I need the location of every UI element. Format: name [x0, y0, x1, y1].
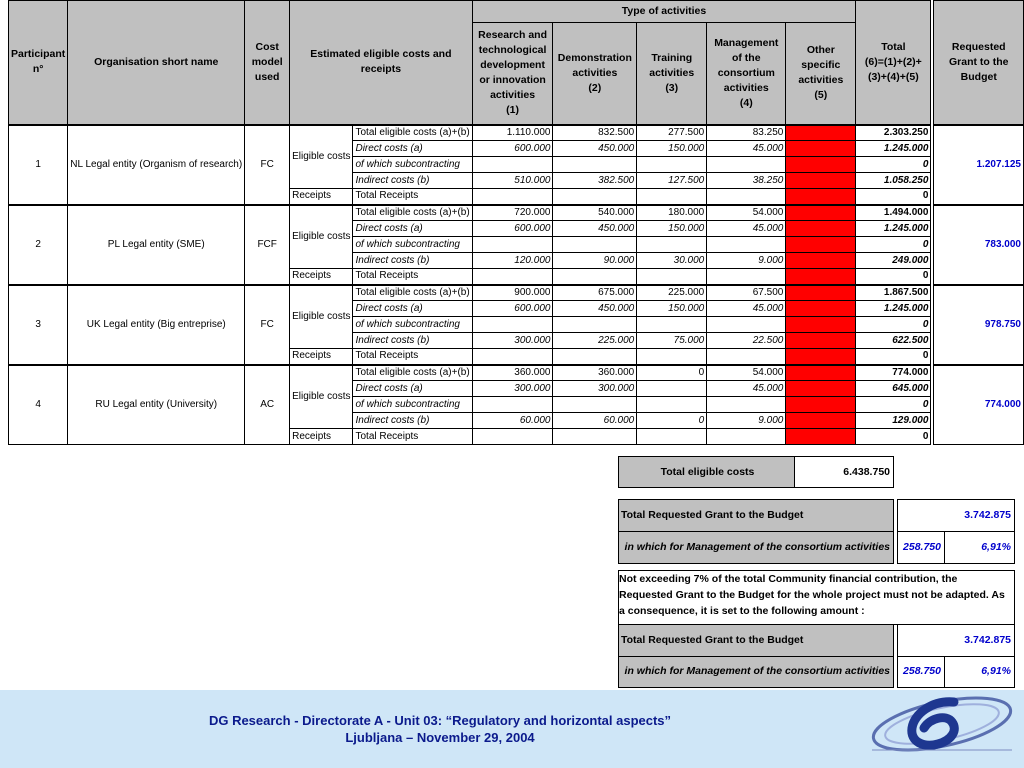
- trg-label: Total Requested Grant to the Budget: [621, 509, 804, 521]
- header-demo-num: (2): [588, 81, 602, 94]
- cell-value: 45.000: [707, 141, 786, 157]
- cell-value: 450.000: [553, 141, 637, 157]
- mgmt2-value: 258.750: [903, 665, 941, 677]
- cell-value: [637, 269, 707, 285]
- cell-value: [707, 397, 786, 413]
- row-total: 2.303.250: [856, 125, 931, 141]
- cell-value: [637, 397, 707, 413]
- trg2-value-box: [897, 624, 1015, 657]
- mgmt-value: 258.750: [903, 541, 941, 553]
- cell-value: 54.000: [707, 365, 786, 381]
- header-mgmt-num: (4): [739, 96, 753, 109]
- cell-value: 67.500: [707, 285, 786, 301]
- cell-value: 45.000: [707, 381, 786, 397]
- header-requested: Requested Grant to the Budget: [934, 1, 1024, 125]
- cell-value: 45.000: [707, 301, 786, 317]
- cell-value: 60.000: [472, 413, 553, 429]
- table-row: [9, 205, 1024, 221]
- row-total: 0: [856, 189, 931, 205]
- other-activities-cell: [786, 125, 856, 141]
- trg-label-box: [618, 499, 894, 532]
- header-training-label: Training activities: [649, 51, 695, 79]
- mgmt-label-box: [618, 531, 894, 564]
- cell-value: 300.000: [553, 381, 637, 397]
- cell-value: [472, 429, 553, 445]
- cell-value: [637, 381, 707, 397]
- header-type-of-activities: Type of activities: [472, 1, 856, 23]
- row-total: 0: [856, 317, 931, 333]
- table-row: [9, 285, 1024, 301]
- cell-value: [553, 157, 637, 173]
- header-training-num: (3): [665, 81, 679, 94]
- cell-value: [553, 317, 637, 333]
- row-total: 1.245.000: [856, 221, 931, 237]
- row-label-indirect: Indirect costs (b): [353, 413, 472, 429]
- total-eligible-label: Total eligible costs: [660, 466, 755, 478]
- cell-value: 83.250: [707, 125, 786, 141]
- row-total: 1.494.000: [856, 205, 931, 221]
- footer-line2: Ljubljana – November 29, 2004: [345, 730, 535, 745]
- row-label-total-eligible: Total eligible costs (a)+(b): [353, 125, 472, 141]
- cell-value: [637, 237, 707, 253]
- footer-text: [120, 712, 760, 746]
- row-total: 129.000: [856, 413, 931, 429]
- other-activities-cell: [786, 317, 856, 333]
- cell-value: [637, 349, 707, 365]
- participant-org: RU Legal entity (University): [68, 365, 245, 445]
- row-label-subcontracting: of which subcontracting: [353, 157, 472, 173]
- cell-value: 127.500: [637, 173, 707, 189]
- cell-value: [637, 317, 707, 333]
- cell-value: 600.000: [472, 141, 553, 157]
- participant-org: UK Legal entity (Big entreprise): [68, 285, 245, 365]
- cell-value: 450.000: [553, 301, 637, 317]
- cell-value: 540.000: [553, 205, 637, 221]
- cell-value: 150.000: [637, 141, 707, 157]
- table-row: [9, 365, 1024, 381]
- other-activities-cell: [786, 221, 856, 237]
- mgmt-pct: 6,91%: [981, 541, 1011, 553]
- cell-value: [553, 237, 637, 253]
- other-activities-cell: [786, 349, 856, 365]
- row-label-total-receipts: Total Receipts: [353, 349, 472, 365]
- cell-value: [472, 237, 553, 253]
- cell-value: [707, 349, 786, 365]
- cell-value: [707, 189, 786, 205]
- requested-grant: 1.207.125: [934, 125, 1024, 205]
- row-label-total-eligible: Total eligible costs (a)+(b): [353, 365, 472, 381]
- row-total: 249.000: [856, 253, 931, 269]
- cell-value: 225.000: [553, 333, 637, 349]
- row-total: 1.245.000: [856, 141, 931, 157]
- cell-value: 150.000: [637, 221, 707, 237]
- trg-value: 3.742.875: [964, 509, 1011, 521]
- mgmt2-pct-box: [944, 656, 1015, 688]
- table-row: [9, 125, 1024, 141]
- cell-value: 9.000: [707, 253, 786, 269]
- fp6-logo-icon: [862, 694, 1022, 754]
- cell-value: [553, 429, 637, 445]
- cell-value: 180.000: [637, 205, 707, 221]
- cell-value: [707, 269, 786, 285]
- eligible-costs-label: Eligible costs: [290, 205, 353, 269]
- header-rtd-num: (1): [506, 104, 519, 117]
- other-activities-cell: [786, 381, 856, 397]
- other-activities-cell: [786, 397, 856, 413]
- mgmt2-label-box: [618, 656, 894, 688]
- cell-value: 75.000: [637, 333, 707, 349]
- row-total: 0: [856, 157, 931, 173]
- participant-cost-model: FC: [245, 125, 290, 205]
- cell-value: 120.000: [472, 253, 553, 269]
- row-total: 774.000: [856, 365, 931, 381]
- requested-grant: 774.000: [934, 365, 1024, 445]
- row-label-total-receipts: Total Receipts: [353, 189, 472, 205]
- participant-number: 1: [9, 125, 68, 205]
- cell-value: [553, 397, 637, 413]
- other-activities-cell: [786, 333, 856, 349]
- header-total-label: Total: [881, 40, 906, 53]
- cell-value: 60.000: [553, 413, 637, 429]
- row-total: 1.867.500: [856, 285, 931, 301]
- header-demo-label: Demonstration activities: [557, 51, 632, 79]
- row-label-direct: Direct costs (a): [353, 301, 472, 317]
- row-total: 0: [856, 397, 931, 413]
- header-rtd-label: Research and technological development or innovation activities: [478, 29, 548, 102]
- participant-cost-model: FC: [245, 285, 290, 365]
- other-activities-cell: [786, 173, 856, 189]
- cell-value: 300.000: [472, 333, 553, 349]
- cell-value: 1.110.000: [472, 125, 553, 141]
- header-mgmt: [707, 23, 786, 125]
- row-label-direct: Direct costs (a): [353, 141, 472, 157]
- cell-value: 30.000: [637, 253, 707, 269]
- other-activities-cell: [786, 189, 856, 205]
- other-activities-cell: [786, 205, 856, 221]
- cell-value: [707, 429, 786, 445]
- cell-value: 600.000: [472, 221, 553, 237]
- cell-value: 832.500: [553, 125, 637, 141]
- cell-value: 360.000: [472, 365, 553, 381]
- header-org: Organisation short name: [68, 1, 245, 125]
- cell-value: 675.000: [553, 285, 637, 301]
- cell-value: [707, 317, 786, 333]
- header-cost-model: Cost model used: [245, 1, 290, 125]
- other-activities-cell: [786, 429, 856, 445]
- mgmt-value-box: [897, 531, 945, 564]
- participant-number: 3: [9, 285, 68, 365]
- row-label-total-receipts: Total Receipts: [353, 429, 472, 445]
- requested-grant: 978.750: [934, 285, 1024, 365]
- other-activities-cell: [786, 157, 856, 173]
- row-total: 1.245.000: [856, 301, 931, 317]
- participant-cost-model: AC: [245, 365, 290, 445]
- row-label-indirect: Indirect costs (b): [353, 253, 472, 269]
- participant-org: NL Legal entity (Organism of research): [68, 125, 245, 205]
- trg2-label: Total Requested Grant to the Budget: [621, 634, 804, 646]
- header-participant: Participant n°: [9, 1, 68, 125]
- cell-value: [472, 349, 553, 365]
- row-total: 622.500: [856, 333, 931, 349]
- total-eligible-label-box: [618, 456, 795, 488]
- cell-value: 45.000: [707, 221, 786, 237]
- other-activities-cell: [786, 365, 856, 381]
- cell-value: 150.000: [637, 301, 707, 317]
- trg2-value: 3.742.875: [964, 634, 1011, 646]
- cell-value: 38.250: [707, 173, 786, 189]
- participant-org: PL Legal entity (SME): [68, 205, 245, 285]
- cell-value: 54.000: [707, 205, 786, 221]
- cell-value: 225.000: [637, 285, 707, 301]
- cell-value: [707, 237, 786, 253]
- cell-value: [472, 157, 553, 173]
- cell-value: [472, 317, 553, 333]
- cell-value: 510.000: [472, 173, 553, 189]
- header-total-formula: (6)=(1)+(2)+(3)+(4)+(5): [864, 55, 922, 83]
- row-label-subcontracting: of which subcontracting: [353, 397, 472, 413]
- other-activities-cell: [786, 141, 856, 157]
- eligible-costs-label: Eligible costs: [290, 125, 353, 189]
- row-total: 1.058.250: [856, 173, 931, 189]
- header-other-label: Other specific activities: [798, 44, 844, 87]
- cell-value: 450.000: [553, 221, 637, 237]
- header-rtd: [472, 23, 553, 125]
- row-total: 0: [856, 429, 931, 445]
- requested-grant: 783.000: [934, 205, 1024, 285]
- cell-value: 382.500: [553, 173, 637, 189]
- cell-value: 720.000: [472, 205, 553, 221]
- mgmt-label: in which for Management of the consortium activities: [624, 541, 890, 553]
- receipts-label: Receipts: [290, 269, 353, 285]
- cell-value: [472, 189, 553, 205]
- cell-value: 300.000: [472, 381, 553, 397]
- row-label-direct: Direct costs (a): [353, 221, 472, 237]
- row-label-direct: Direct costs (a): [353, 381, 472, 397]
- receipts-label: Receipts: [290, 429, 353, 445]
- receipts-label: Receipts: [290, 189, 353, 205]
- other-activities-cell: [786, 237, 856, 253]
- cell-value: [637, 157, 707, 173]
- budget-table: [8, 0, 1024, 445]
- other-activities-cell: [786, 301, 856, 317]
- trg2-label-box: [618, 624, 894, 657]
- participant-number: 4: [9, 365, 68, 445]
- cell-value: 22.500: [707, 333, 786, 349]
- other-activities-cell: [786, 253, 856, 269]
- note-text: Not exceeding 7% of the total Community financial contribution, the Requested Grant to the Budget for the whole project must not be adapted. As a consequence, it is set to the following amount :: [619, 573, 1005, 617]
- row-total: 0: [856, 349, 931, 365]
- cell-value: 360.000: [553, 365, 637, 381]
- cell-value: 600.000: [472, 301, 553, 317]
- other-activities-cell: [786, 413, 856, 429]
- row-label-total-eligible: Total eligible costs (a)+(b): [353, 285, 472, 301]
- cell-value: 0: [637, 413, 707, 429]
- row-total: 0: [856, 237, 931, 253]
- row-label-indirect: Indirect costs (b): [353, 173, 472, 189]
- header-other: [786, 23, 856, 125]
- cell-value: [553, 189, 637, 205]
- row-label-subcontracting: of which subcontracting: [353, 317, 472, 333]
- row-label-total-eligible: Total eligible costs (a)+(b): [353, 205, 472, 221]
- row-total: 0: [856, 269, 931, 285]
- participant-cost-model: FCF: [245, 205, 290, 285]
- cell-value: 277.500: [637, 125, 707, 141]
- cell-value: [472, 269, 553, 285]
- participant-number: 2: [9, 205, 68, 285]
- cell-value: [472, 397, 553, 413]
- row-label-indirect: Indirect costs (b): [353, 333, 472, 349]
- mgmt2-pct: 6,91%: [981, 665, 1011, 677]
- footer-line1: DG Research - Directorate A - Unit 03: “Regulatory and horizontal aspects”: [208, 713, 672, 728]
- eligible-costs-label: Eligible costs: [290, 285, 353, 349]
- mgmt2-value-box: [897, 656, 945, 688]
- cell-value: [707, 157, 786, 173]
- header-mgmt-label: Management of the consortium activities: [714, 36, 779, 94]
- cell-value: 9.000: [707, 413, 786, 429]
- cell-value: [553, 269, 637, 285]
- header-other-num: (5): [814, 89, 828, 102]
- trg-value-box: [897, 499, 1015, 532]
- cell-value: [637, 429, 707, 445]
- cell-value: [553, 349, 637, 365]
- total-eligible-value: 6.438.750: [843, 466, 890, 478]
- receipts-label: Receipts: [290, 349, 353, 365]
- eligible-costs-label: Eligible costs: [290, 365, 353, 429]
- row-total: 645.000: [856, 381, 931, 397]
- row-label-subcontracting: of which subcontracting: [353, 237, 472, 253]
- cell-value: [637, 189, 707, 205]
- total-eligible-value-box: [794, 456, 894, 488]
- header-demo: [553, 23, 637, 125]
- header-estimated: Estimated eligible costs and receipts: [290, 1, 473, 125]
- cell-value: 90.000: [553, 253, 637, 269]
- header-training: [637, 23, 707, 125]
- mgmt-pct-box: [944, 531, 1015, 564]
- header-total: [856, 1, 931, 125]
- row-label-total-receipts: Total Receipts: [353, 269, 472, 285]
- mgmt2-label: in which for Management of the consortium activities: [624, 665, 890, 677]
- cell-value: 0: [637, 365, 707, 381]
- other-activities-cell: [786, 285, 856, 301]
- cell-value: 900.000: [472, 285, 553, 301]
- other-activities-cell: [786, 269, 856, 285]
